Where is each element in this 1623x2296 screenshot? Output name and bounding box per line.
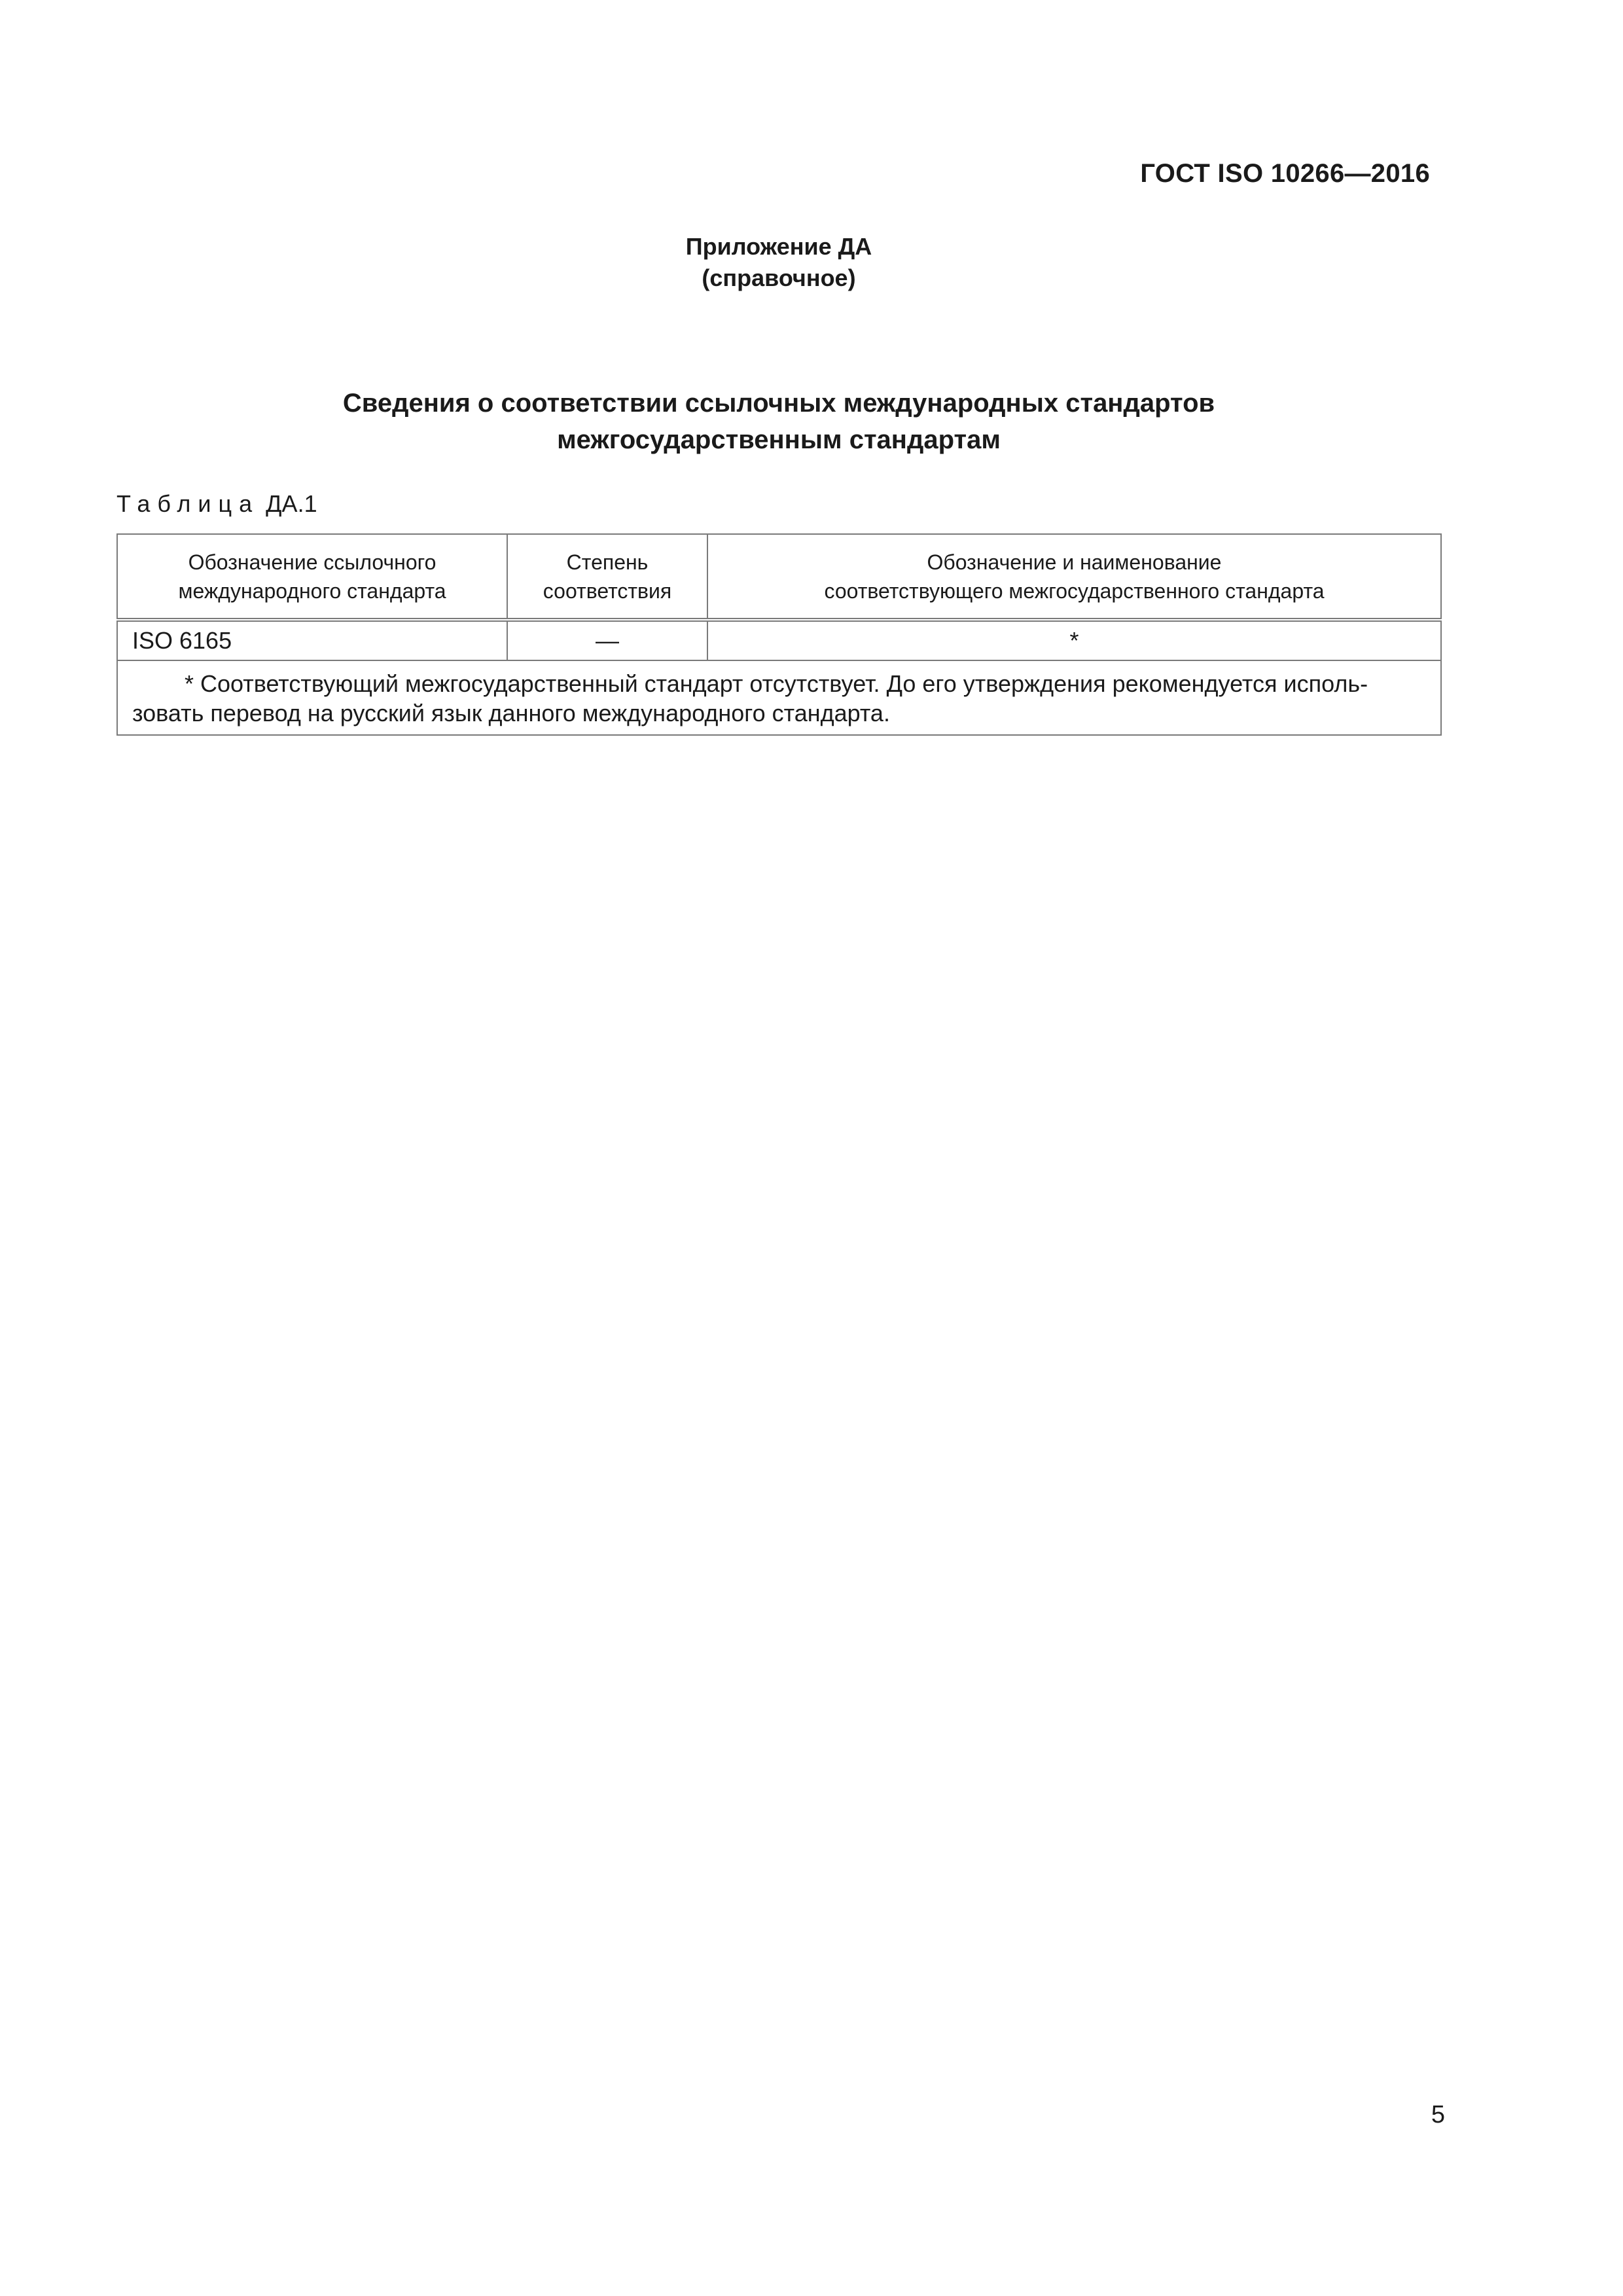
header-degree-of-correspondence: Степень соответствия [507,534,707,620]
footnote-line-2: зовать перевод на русский язык данного международного стандарта. [132,700,890,726]
cell-reference-standard: ISO 6165 [117,620,507,660]
section-title-line-2: межгосударственным стандартам [557,425,1001,454]
table-footnote-row [117,660,1441,735]
header-interstate-standard: Обозначение и наименование соответствующего межгосударственного стандарта [707,534,1441,620]
page-number: 5 [1431,2101,1445,2128]
section-title [0,385,1558,458]
cell-degree: — [507,620,707,660]
annex-status: (справочное) [702,264,856,291]
header-reference-standard: Обозначение ссылочного международного стандарта [117,534,507,620]
section-title-line-1: Сведения о соответствии ссылочных международных стандартов [342,389,1215,418]
table-caption [116,490,317,518]
table-caption-number: ДА.1 [266,490,317,517]
table-header-row [117,534,1441,620]
standards-correspondence-table [116,533,1442,736]
document-code: ГОСТ ISO 10266—2016 [1140,159,1430,188]
cell-interstate-standard: * [707,620,1441,660]
table-footnote [117,660,1441,735]
table-caption-word: Таблица [116,490,260,517]
table-row [117,620,1441,660]
annex-title: Приложение ДА [685,233,872,260]
footnote-line-1: * Соответствующий межгосударственный стандарт отсутствует. До его утверждения рекомендуется исполь- [185,670,1368,697]
annex-heading [0,231,1558,294]
